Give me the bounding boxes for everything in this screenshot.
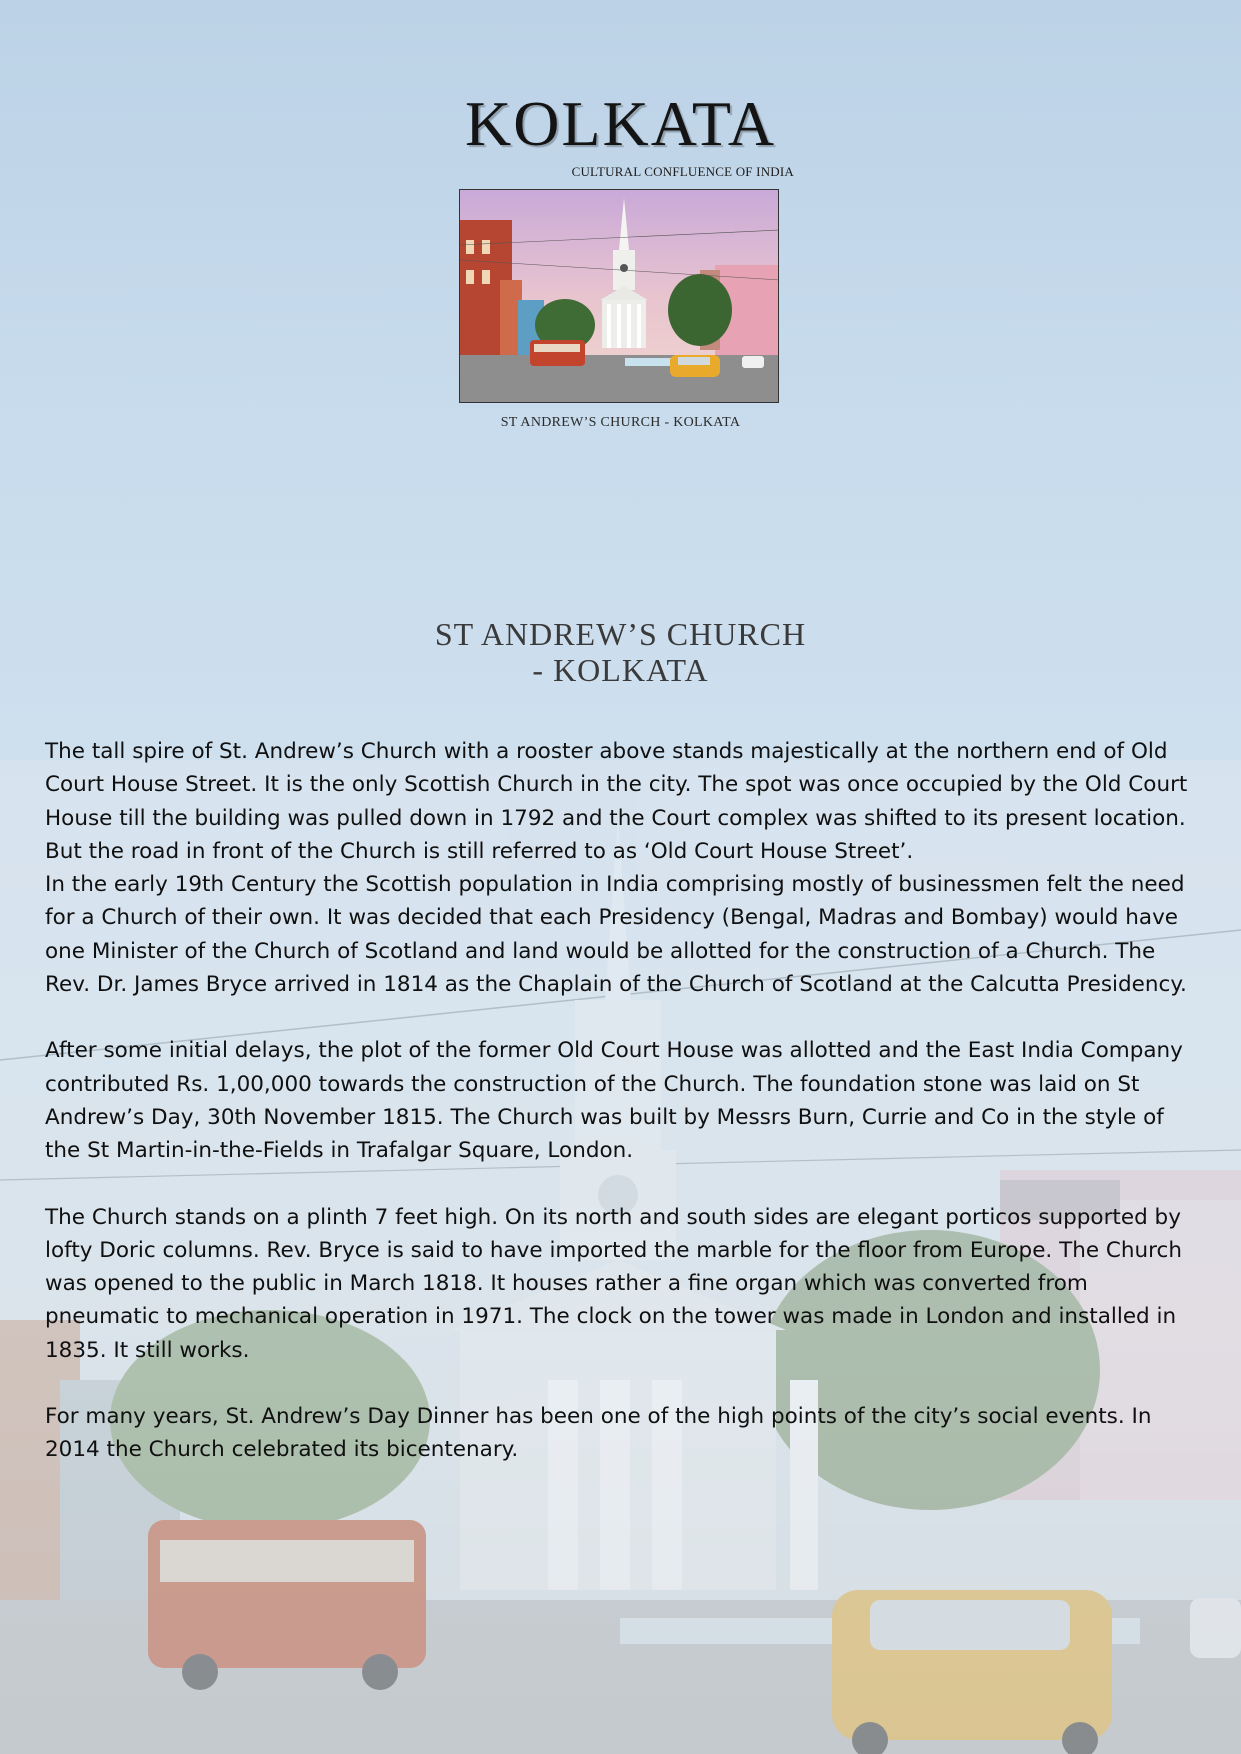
church-photo [459,189,779,403]
paragraph: After some initial delays, the plot of the former Old Court House was allotted and the East India Company contributed Rs. 1,00,000 towards the construction of the Church. The foundation stone was laid on St Andrew’s Day, 30th November 1815. The Church was built by Messrs Burn, Currie and Co in the style of the St Martin-in-the-Fields in Trafalgar Square, London. [45,1038,1183,1164]
photo-caption: ST ANDREW’S CHURCH - KOLKATA [500,415,741,430]
paragraph: The Church stands on a plinth 7 feet high. On its north and south sides are elegant porticos supported by lofty Doric columns. Rev. Bryce is said to have imported the marble for the floor from Europe. The Church was opened to the public in March 1818. It houses rather a fine organ which was converted from pneumatic to mechanical operation in 1971. The clock on the tower was made in London and installed in 1835. It still works. [45,1204,1183,1363]
brand-title: KOLKATA [464,88,777,159]
article-title [0,616,1241,688]
brand-subtitle: CULTURAL CONFLUENCE OF INDIA [571,164,794,179]
article-title-line2: - KOLKATA [532,652,709,688]
article-title-line1: ST ANDREW’S CHURCH [434,616,807,652]
church-photo-image [460,190,779,403]
paragraph: In the early 19th Century the Scottish population in India comprising mostly of businessmen felt the need for a Church of their own. It was decided that each Presidency (Bengal, Madras and Bombay) would have one Minister of the Church of Scotland and land would be allotted for the construction of a Church. The Rev. Dr. James Bryce arrived in 1814 as the Chaplain of the Church of Scotland at the Calcutta Presidency. [45,872,1187,998]
paragraph: The tall spire of St. Andrew’s Church with a rooster above stands majestically at the northern end of Old Court House Street. It is the only Scottish Church in the city. The spot was once occupied by the Old Court House till the building was pulled down in 1792 and the Court complex was shifted to its present location. But the road in front of the Church is still referred to as ‘Old Court House Street’. [45,739,1188,864]
paragraph: For many years, St. Andrew’s Day Dinner has been one of the high points of the city’s social events. In 2014 the Church celebrated its bicentenary. [45,1404,1152,1463]
article-body [45,735,1205,1500]
